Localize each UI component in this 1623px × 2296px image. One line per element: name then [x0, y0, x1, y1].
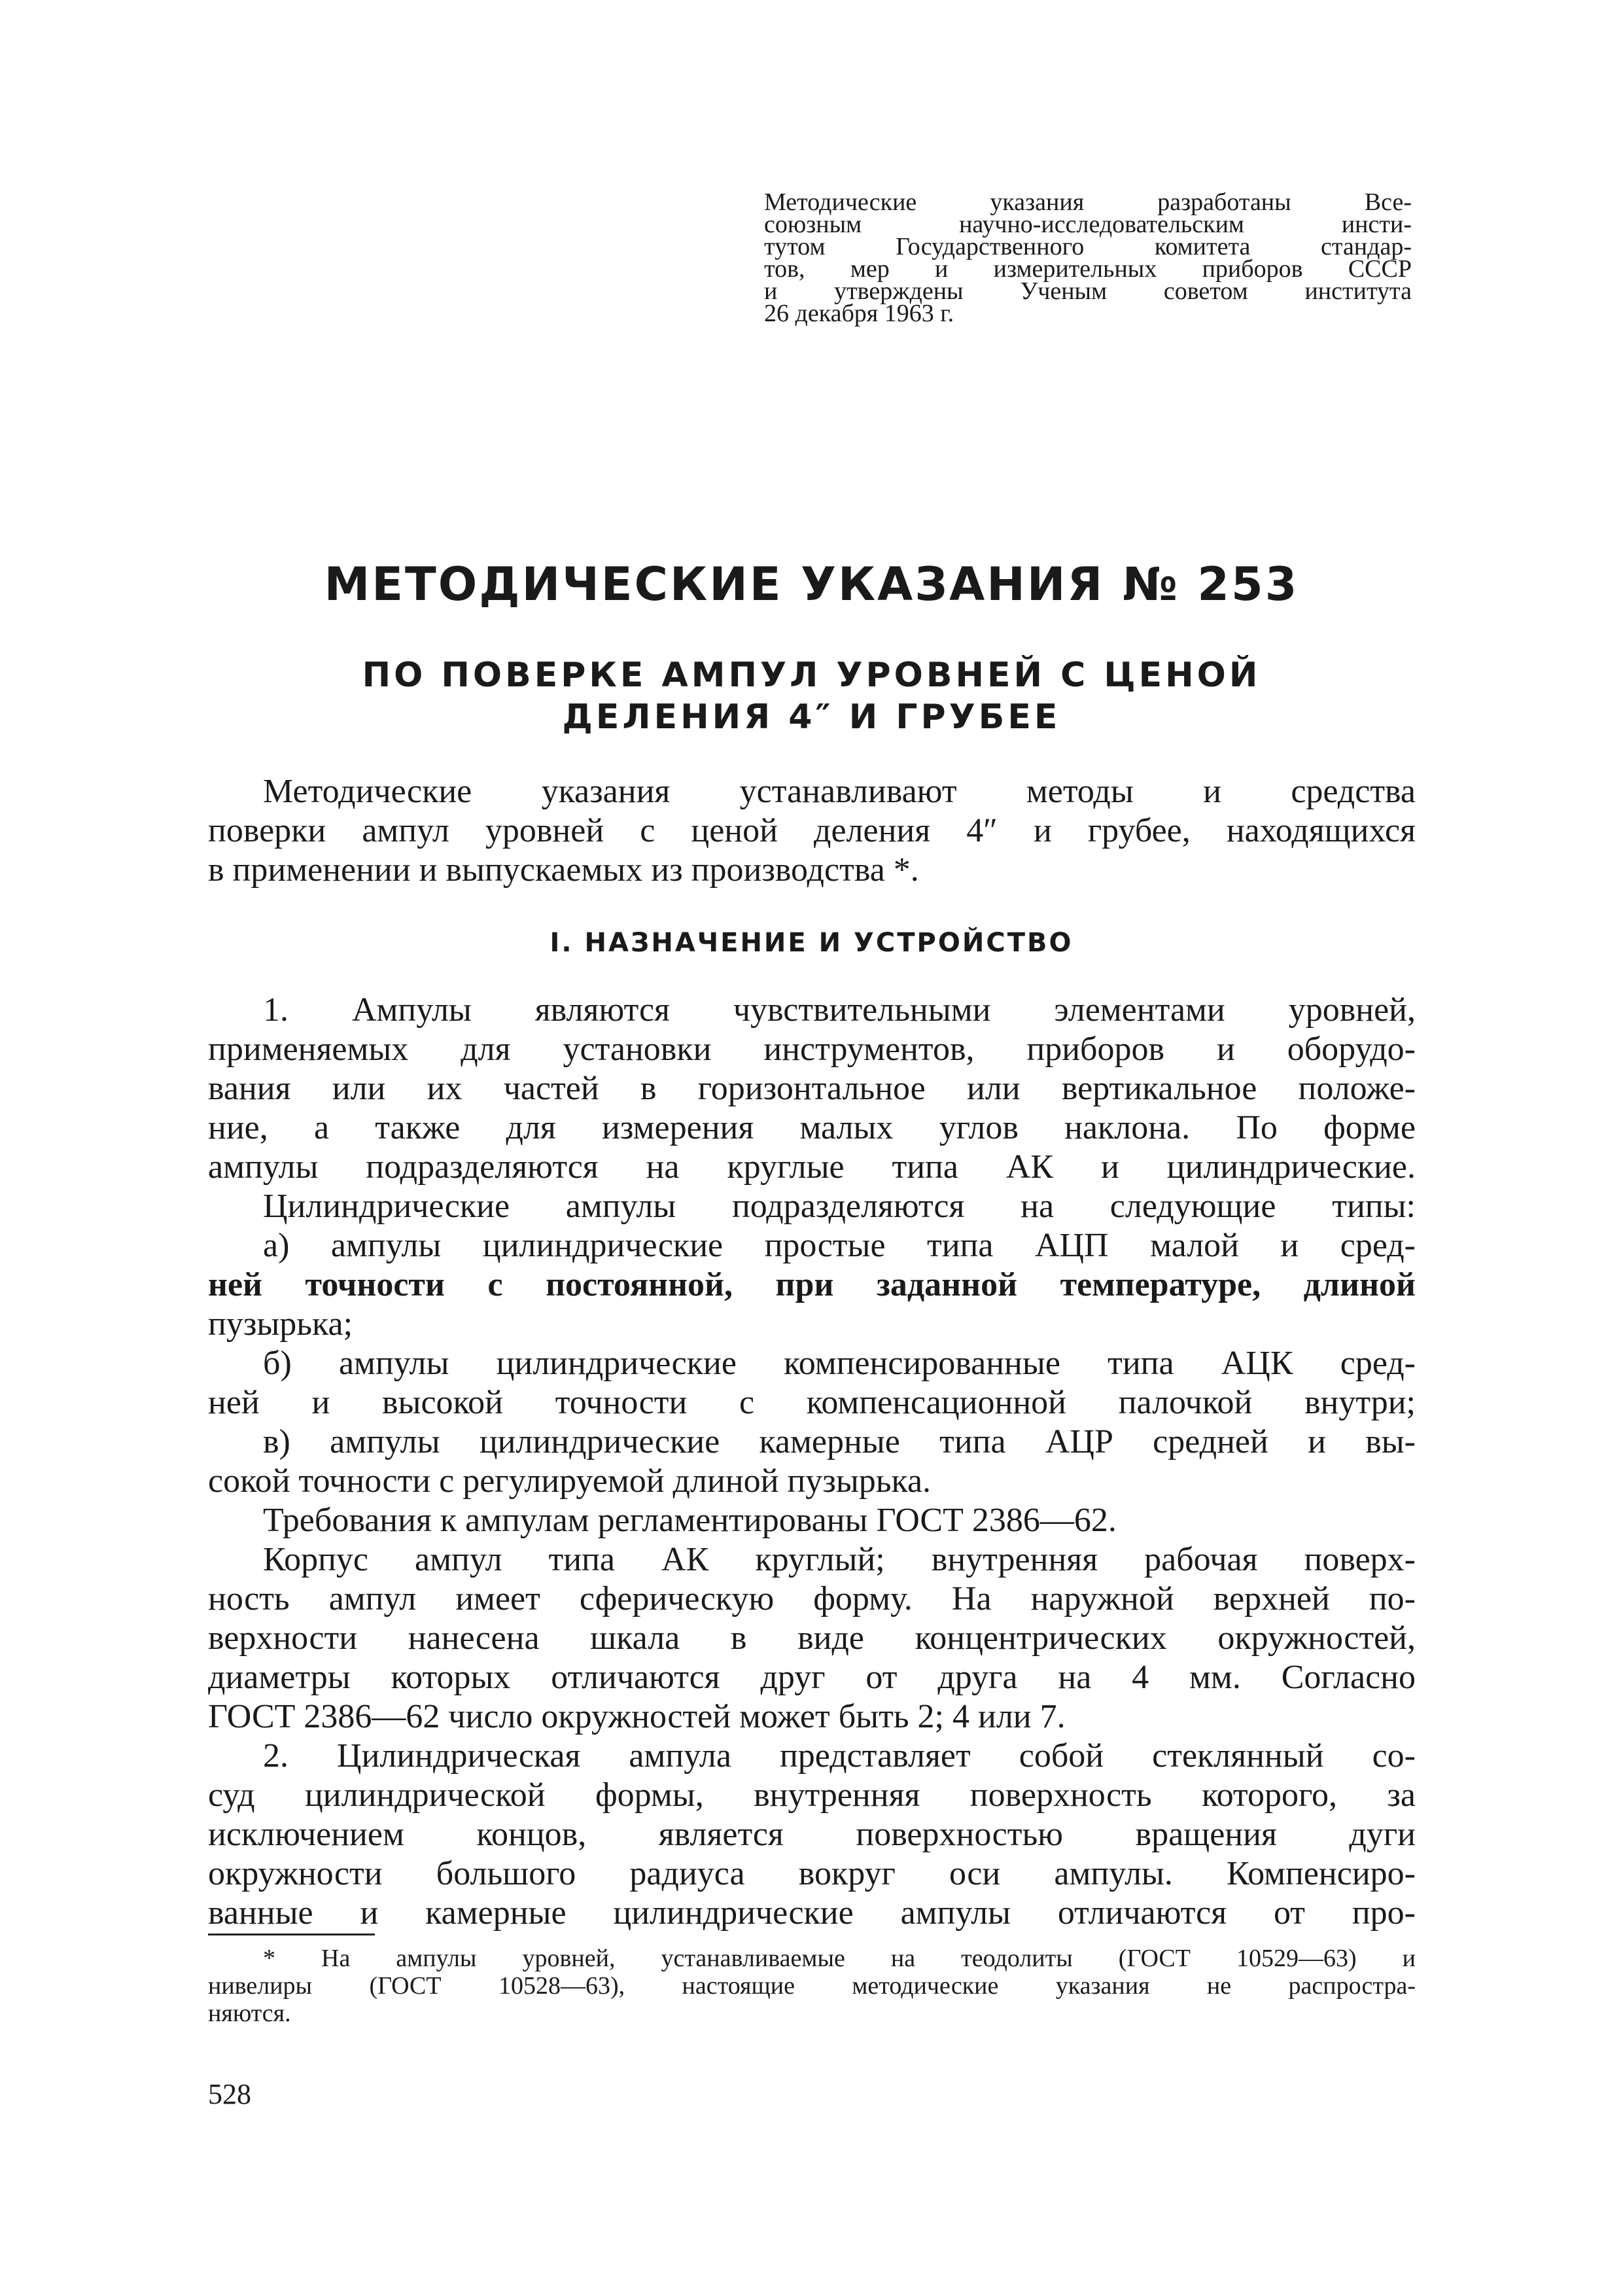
approval-note [764, 188, 1412, 327]
approval-line: и утверждены Ученым советом института [764, 277, 1412, 305]
text-line: ние, а также для измерения малых углов наклона. По форме [208, 1109, 1416, 1146]
footnote-divider [208, 1934, 375, 1935]
text-line: ней и высокой точности с компенсационной палочкой внутри; [208, 1384, 1416, 1421]
text-line: применяемых для установки инструментов, приборов и оборудо- [208, 1031, 1416, 1068]
page-number: 528 [208, 2078, 251, 2110]
subtitle-line: ПО ПОВЕРКЕ АМПУЛ УРОВНЕЙ С ЦЕНОЙ [362, 656, 1261, 695]
text-line: ампулы подразделяются на круглые типа АК и цилиндрические. [208, 1148, 1416, 1186]
section-body [208, 991, 1416, 1933]
approval-line: тутом Государственного комитета стандар- [764, 233, 1412, 260]
text-line: ванные и камерные цилиндрические ампулы отличаются от про- [208, 1894, 1416, 1932]
text-line: исключением концов, является поверхностью вращения дуги [208, 1816, 1416, 1853]
footnote-line: * На ампулы уровней, устанавливаемые на теодолиты (ГОСТ 10529—63) и [263, 1945, 1416, 1972]
text-line: диаметры которых отличаются друг от друга на 4 мм. Согласно [208, 1659, 1416, 1696]
footnote [208, 1945, 1416, 2027]
text-line: Цилиндрические ампулы подразделяются на следующие типы: [263, 1188, 1416, 1225]
text-line: пузырька; [208, 1305, 353, 1343]
approval-line: Методические указания разработаны Все- [764, 188, 1412, 216]
text-line: Методические указания устанавливают методы и средства [263, 773, 1416, 810]
footnote-line: няются. [208, 2000, 291, 2027]
text-line: 1. Ампулы являются чувствительными элементами уровней, [263, 991, 1416, 1029]
text-line: ней точности с постоянной, при заданной температуре, длиной [208, 1266, 1416, 1303]
subtitle-line: ДЕЛЕНИЯ 4″ И ГРУБЕЕ [562, 698, 1061, 737]
text-line: верхности нанесена шкала в виде концентрических окружностей, [208, 1619, 1416, 1657]
text-line: вания или их частей в горизонтальное или вертикальное положе- [208, 1070, 1416, 1107]
section-heading: I. НАЗНАЧЕНИЕ И УСТРОЙСТВО [550, 928, 1073, 958]
text-line: ГОСТ 2386—62 число окружностей может быть 2; 4 или 7. [208, 1698, 1066, 1735]
text-line: в применении и выпускаемых из производства *. [208, 851, 919, 889]
text-line: сокой точности с регулируемой длиной пузырька. [208, 1462, 932, 1500]
text-line: суд цилиндрической формы, внутренняя поверхность которого, за [208, 1776, 1416, 1814]
text-line: поверки ампул уровней с ценой деления 4″ и грубее, находящихся [208, 812, 1416, 849]
text-line: б) ампулы цилиндрические компенсированные типа АЦК сред- [263, 1345, 1416, 1382]
text-line: в) ампулы цилиндрические камерные типа АЦР средней и вы- [263, 1423, 1416, 1460]
text-line: ность ампул имеет сферическую форму. На наружной верхней по- [208, 1580, 1416, 1617]
document-title: МЕТОДИЧЕСКИЕ УКАЗАНИЯ № 253 [324, 557, 1299, 611]
text-line: 2. Цилиндрическая ампула представляет собой стеклянный со- [263, 1737, 1416, 1775]
intro-paragraph [208, 772, 1416, 890]
text-line: а) ампулы цилиндрические простые типа АЦП малой и сред- [263, 1227, 1416, 1264]
approval-line: 26 декабря 1963 г. [764, 300, 954, 327]
approval-line: тов, мер и измерительных приборов СССР [764, 255, 1412, 283]
footnote-line: нивелиры (ГОСТ 10528—63), настоящие методические указания не распростра- [208, 1972, 1416, 2000]
text-line: Требования к ампулам регламентированы ГОСТ 2386—62. [263, 1502, 1117, 1539]
text-line: окружности большого радиуса вокруг оси ампулы. Компенсиро- [208, 1855, 1416, 1892]
approval-line: союзным научно-исследовательским инсти- [764, 211, 1412, 238]
text-line: Корпус ампул типа АК круглый; внутренняя рабочая поверх- [263, 1541, 1416, 1578]
document-subtitle [0, 654, 1623, 738]
